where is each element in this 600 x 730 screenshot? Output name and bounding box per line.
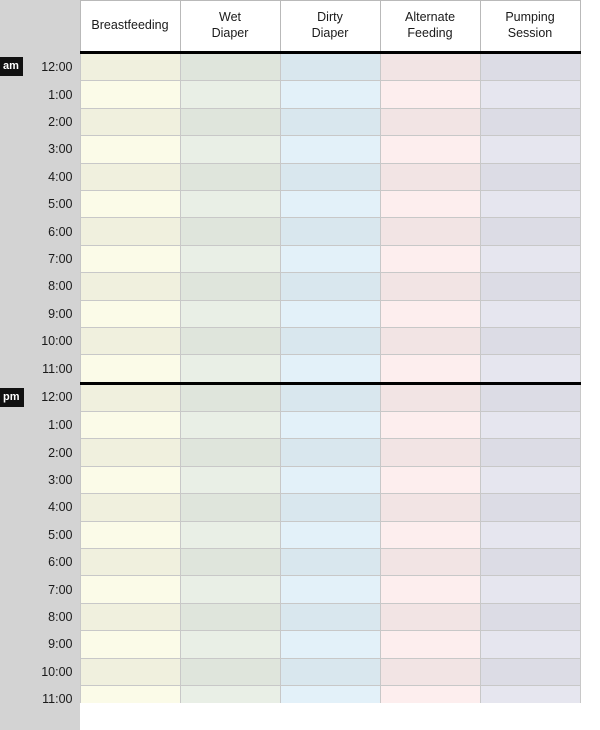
time-label: 1:00 bbox=[28, 81, 80, 108]
cell-dirty-diaper[interactable] bbox=[280, 466, 380, 493]
cell-breastfeeding[interactable] bbox=[80, 631, 180, 658]
cell-wet-diaper[interactable] bbox=[180, 190, 280, 217]
cell-wet-diaper[interactable] bbox=[180, 300, 280, 327]
cell-breastfeeding[interactable] bbox=[80, 273, 180, 300]
cell-dirty-diaper[interactable] bbox=[280, 549, 380, 576]
time-label: 6:00 bbox=[28, 218, 80, 245]
time-label: 9:00 bbox=[28, 631, 80, 658]
period-spacer bbox=[0, 163, 28, 190]
table-row bbox=[0, 163, 580, 190]
cell-alternate-feeding[interactable] bbox=[380, 136, 480, 163]
cell-wet-diaper[interactable] bbox=[180, 603, 280, 630]
cell-pumping-session[interactable] bbox=[480, 383, 580, 411]
cell-pumping-session[interactable] bbox=[480, 245, 580, 272]
cell-alternate-feeding[interactable] bbox=[380, 412, 480, 439]
cell-breastfeeding[interactable] bbox=[80, 136, 180, 163]
period-spacer bbox=[0, 327, 28, 354]
table-row bbox=[0, 631, 580, 658]
period-spacer bbox=[0, 108, 28, 135]
cell-dirty-diaper[interactable] bbox=[280, 439, 380, 466]
cell-pumping-session[interactable] bbox=[480, 327, 580, 354]
cell-alternate-feeding[interactable] bbox=[380, 218, 480, 245]
table-body bbox=[0, 53, 580, 713]
cell-pumping-session[interactable] bbox=[480, 355, 580, 383]
table-row bbox=[0, 327, 580, 354]
header-corner-time bbox=[28, 1, 80, 53]
column-header-breastfeeding-label: Breastfeeding bbox=[91, 18, 169, 33]
cell-dirty-diaper[interactable] bbox=[280, 412, 380, 439]
cell-alternate-feeding[interactable] bbox=[380, 603, 480, 630]
period-spacer bbox=[0, 300, 28, 327]
column-header-alternate-feeding bbox=[380, 1, 480, 53]
cell-dirty-diaper[interactable] bbox=[280, 245, 380, 272]
time-label: 5:00 bbox=[28, 190, 80, 217]
cell-pumping-session[interactable] bbox=[480, 273, 580, 300]
cell-alternate-feeding[interactable] bbox=[380, 53, 480, 81]
column-header-pumping-session bbox=[480, 1, 580, 53]
time-label: 6:00 bbox=[28, 549, 80, 576]
cell-dirty-diaper[interactable] bbox=[280, 327, 380, 354]
cell-dirty-diaper[interactable] bbox=[280, 603, 380, 630]
time-label: 12:00 bbox=[28, 53, 80, 81]
table-row bbox=[0, 466, 580, 493]
cell-wet-diaper[interactable] bbox=[180, 631, 280, 658]
time-label: 11:00 bbox=[28, 355, 80, 383]
column-header-pumping-session-line1: Pumping bbox=[505, 10, 555, 25]
table-row bbox=[0, 300, 580, 327]
cell-pumping-session[interactable] bbox=[480, 412, 580, 439]
time-label: 7:00 bbox=[28, 576, 80, 603]
period-spacer bbox=[0, 685, 28, 712]
cell-dirty-diaper[interactable] bbox=[280, 355, 380, 383]
table-row bbox=[0, 658, 580, 685]
cell-wet-diaper[interactable] bbox=[180, 383, 280, 411]
time-label: 4:00 bbox=[28, 494, 80, 521]
period-spacer bbox=[0, 466, 28, 493]
cell-wet-diaper[interactable] bbox=[180, 658, 280, 685]
cell-pumping-session[interactable] bbox=[480, 163, 580, 190]
period-spacer bbox=[0, 603, 28, 630]
cell-wet-diaper[interactable] bbox=[180, 245, 280, 272]
cell-wet-diaper[interactable] bbox=[180, 273, 280, 300]
cell-dirty-diaper[interactable] bbox=[280, 273, 380, 300]
cell-alternate-feeding[interactable] bbox=[380, 273, 480, 300]
column-header-wet-diaper-line2: Diaper bbox=[211, 26, 249, 40]
period-spacer bbox=[0, 136, 28, 163]
time-label: 7:00 bbox=[28, 245, 80, 272]
cell-breastfeeding[interactable] bbox=[80, 190, 180, 217]
cell-dirty-diaper[interactable] bbox=[280, 163, 380, 190]
cell-breastfeeding[interactable] bbox=[80, 81, 180, 108]
cell-alternate-feeding[interactable] bbox=[380, 383, 480, 411]
header-row bbox=[0, 1, 580, 53]
cell-wet-diaper[interactable] bbox=[180, 576, 280, 603]
cell-alternate-feeding[interactable] bbox=[380, 521, 480, 548]
cell-pumping-session[interactable] bbox=[480, 576, 580, 603]
period-spacer bbox=[0, 412, 28, 439]
cell-dirty-diaper[interactable] bbox=[280, 521, 380, 548]
cell-wet-diaper[interactable] bbox=[180, 108, 280, 135]
period-tag-label: pm bbox=[0, 388, 24, 407]
column-header-dirty-diaper-line1: Dirty bbox=[317, 10, 343, 25]
period-spacer bbox=[0, 218, 28, 245]
cell-breastfeeding[interactable] bbox=[80, 383, 180, 411]
cell-pumping-session[interactable] bbox=[480, 466, 580, 493]
time-label: 12:00 bbox=[28, 383, 80, 411]
table-row bbox=[0, 273, 580, 300]
table-row bbox=[0, 53, 580, 81]
cell-wet-diaper[interactable] bbox=[180, 218, 280, 245]
cell-wet-diaper[interactable] bbox=[180, 521, 280, 548]
cell-pumping-session[interactable] bbox=[480, 494, 580, 521]
period-spacer bbox=[0, 273, 28, 300]
period-spacer bbox=[0, 494, 28, 521]
cell-pumping-session[interactable] bbox=[480, 136, 580, 163]
period-tag-label: am bbox=[0, 57, 23, 76]
table-row bbox=[0, 439, 580, 466]
time-label: 5:00 bbox=[28, 521, 80, 548]
cell-alternate-feeding[interactable] bbox=[380, 439, 480, 466]
cell-pumping-session[interactable] bbox=[480, 108, 580, 135]
time-label: 8:00 bbox=[28, 273, 80, 300]
cell-alternate-feeding[interactable] bbox=[380, 494, 480, 521]
table-row bbox=[0, 412, 580, 439]
cell-dirty-diaper[interactable] bbox=[280, 81, 380, 108]
table-row bbox=[0, 521, 580, 548]
cell-alternate-feeding[interactable] bbox=[380, 576, 480, 603]
table-row bbox=[0, 383, 580, 411]
table-row bbox=[0, 245, 580, 272]
time-label: 9:00 bbox=[28, 300, 80, 327]
cell-dirty-diaper[interactable] bbox=[280, 218, 380, 245]
cell-wet-diaper[interactable] bbox=[180, 466, 280, 493]
cell-dirty-diaper[interactable] bbox=[280, 658, 380, 685]
period-spacer bbox=[0, 521, 28, 548]
table-header bbox=[0, 1, 580, 53]
cell-breastfeeding[interactable] bbox=[80, 521, 180, 548]
time-label: 1:00 bbox=[28, 412, 80, 439]
time-label: 2:00 bbox=[28, 108, 80, 135]
column-header-pumping-session-line2: Session bbox=[507, 26, 553, 40]
table-row bbox=[0, 603, 580, 630]
cell-breastfeeding[interactable] bbox=[80, 576, 180, 603]
table-row bbox=[0, 218, 580, 245]
cell-dirty-diaper[interactable] bbox=[280, 190, 380, 217]
cell-wet-diaper[interactable] bbox=[180, 81, 280, 108]
table-row bbox=[0, 355, 580, 383]
period-spacer bbox=[0, 549, 28, 576]
cell-alternate-feeding[interactable] bbox=[380, 190, 480, 217]
column-header-breastfeeding bbox=[80, 1, 180, 53]
cell-alternate-feeding[interactable] bbox=[380, 631, 480, 658]
table-row bbox=[0, 576, 580, 603]
cell-wet-diaper[interactable] bbox=[180, 136, 280, 163]
cell-wet-diaper[interactable] bbox=[180, 439, 280, 466]
period-spacer bbox=[0, 355, 28, 383]
cell-pumping-session[interactable] bbox=[480, 300, 580, 327]
period-spacer bbox=[0, 81, 28, 108]
cell-alternate-feeding[interactable] bbox=[380, 108, 480, 135]
cell-breastfeeding[interactable] bbox=[80, 53, 180, 81]
cell-wet-diaper[interactable] bbox=[180, 327, 280, 354]
time-label: 3:00 bbox=[28, 136, 80, 163]
cell-alternate-feeding[interactable] bbox=[380, 163, 480, 190]
period-spacer bbox=[0, 658, 28, 685]
cell-breastfeeding[interactable] bbox=[80, 466, 180, 493]
table-row bbox=[0, 108, 580, 135]
cell-alternate-feeding[interactable] bbox=[380, 300, 480, 327]
cell-breastfeeding[interactable] bbox=[80, 494, 180, 521]
cell-dirty-diaper[interactable] bbox=[280, 136, 380, 163]
cell-pumping-session[interactable] bbox=[480, 549, 580, 576]
period-tag-pm bbox=[0, 383, 28, 411]
table-row bbox=[0, 190, 580, 217]
cell-alternate-feeding[interactable] bbox=[380, 466, 480, 493]
cell-dirty-diaper[interactable] bbox=[280, 631, 380, 658]
cell-pumping-session[interactable] bbox=[480, 603, 580, 630]
time-label: 3:00 bbox=[28, 466, 80, 493]
header-corner-ampm bbox=[0, 1, 28, 53]
period-spacer bbox=[0, 245, 28, 272]
table-row bbox=[0, 81, 580, 108]
cell-alternate-feeding[interactable] bbox=[380, 355, 480, 383]
cell-dirty-diaper[interactable] bbox=[280, 53, 380, 81]
cell-pumping-session[interactable] bbox=[480, 53, 580, 81]
cell-wet-diaper[interactable] bbox=[180, 412, 280, 439]
cell-breastfeeding[interactable] bbox=[80, 245, 180, 272]
cell-breastfeeding[interactable] bbox=[80, 108, 180, 135]
cell-breastfeeding[interactable] bbox=[80, 549, 180, 576]
time-label: 8:00 bbox=[28, 603, 80, 630]
table-row bbox=[0, 136, 580, 163]
cell-wet-diaper[interactable] bbox=[180, 163, 280, 190]
cell-dirty-diaper[interactable] bbox=[280, 300, 380, 327]
time-label: 10:00 bbox=[28, 658, 80, 685]
period-spacer bbox=[0, 576, 28, 603]
cell-dirty-diaper[interactable] bbox=[280, 108, 380, 135]
cell-breastfeeding[interactable] bbox=[80, 412, 180, 439]
cell-pumping-session[interactable] bbox=[480, 439, 580, 466]
cell-wet-diaper[interactable] bbox=[180, 549, 280, 576]
time-label: 2:00 bbox=[28, 439, 80, 466]
cell-alternate-feeding[interactable] bbox=[380, 549, 480, 576]
time-label: 4:00 bbox=[28, 163, 80, 190]
time-label: 10:00 bbox=[28, 327, 80, 354]
cell-breastfeeding[interactable] bbox=[80, 163, 180, 190]
cell-alternate-feeding[interactable] bbox=[380, 245, 480, 272]
cell-breastfeeding[interactable] bbox=[80, 658, 180, 685]
cell-pumping-session[interactable] bbox=[480, 521, 580, 548]
column-header-wet-diaper bbox=[180, 1, 280, 53]
cell-pumping-session[interactable] bbox=[480, 81, 580, 108]
cell-wet-diaper[interactable] bbox=[180, 494, 280, 521]
period-tag-am bbox=[0, 53, 28, 81]
cell-dirty-diaper[interactable] bbox=[280, 383, 380, 411]
column-header-dirty-diaper bbox=[280, 1, 380, 53]
cell-alternate-feeding[interactable] bbox=[380, 658, 480, 685]
bottom-filler bbox=[80, 703, 600, 730]
cell-alternate-feeding[interactable] bbox=[380, 81, 480, 108]
cell-pumping-session[interactable] bbox=[480, 190, 580, 217]
cell-wet-diaper[interactable] bbox=[180, 355, 280, 383]
period-spacer bbox=[0, 190, 28, 217]
cell-breastfeeding[interactable] bbox=[80, 603, 180, 630]
cell-pumping-session[interactable] bbox=[480, 631, 580, 658]
cell-breastfeeding[interactable] bbox=[80, 439, 180, 466]
cell-breastfeeding[interactable] bbox=[80, 327, 180, 354]
period-spacer bbox=[0, 631, 28, 658]
period-spacer bbox=[0, 439, 28, 466]
cell-dirty-diaper[interactable] bbox=[280, 494, 380, 521]
cell-pumping-session[interactable] bbox=[480, 218, 580, 245]
table-row bbox=[0, 549, 580, 576]
cell-wet-diaper[interactable] bbox=[180, 53, 280, 81]
column-header-alternate-feeding-line2: Feeding bbox=[407, 26, 453, 40]
column-header-wet-diaper-line1: Wet bbox=[219, 10, 241, 25]
cell-breastfeeding[interactable] bbox=[80, 355, 180, 383]
column-header-alternate-feeding-line1: Alternate bbox=[404, 10, 456, 25]
cell-pumping-session[interactable] bbox=[480, 658, 580, 685]
column-header-dirty-diaper-line2: Diaper bbox=[311, 26, 349, 40]
cell-alternate-feeding[interactable] bbox=[380, 327, 480, 354]
cell-dirty-diaper[interactable] bbox=[280, 576, 380, 603]
cell-breastfeeding[interactable] bbox=[80, 300, 180, 327]
time-label: 11:00 bbox=[28, 685, 80, 712]
cell-breastfeeding[interactable] bbox=[80, 218, 180, 245]
table-row bbox=[0, 494, 580, 521]
